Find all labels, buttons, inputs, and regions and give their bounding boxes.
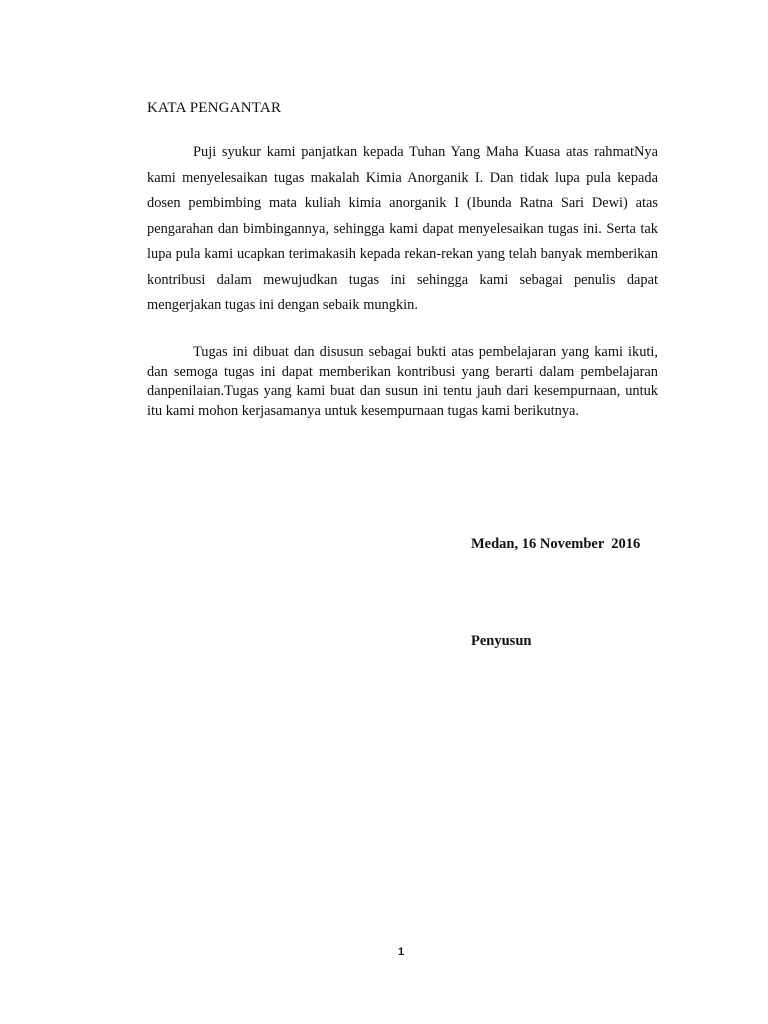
paragraph-purpose: Tugas ini dibuat dan disusun sebagai bukti atas pembelajaran yang kami ikuti, dan semoga tugas ini dapat memberikan kontribusi yang berarti dalam pembelajaran danpenilaian.Tugas yang kami buat dan susun ini tentu jauh dari kesempurnaan, untuk itu kami mohon kerjasamanya untuk kesempurnaan tugas kami berikutnya. — [147, 344, 658, 419]
paragraph-acknowledgement: Puji syukur kami panjatkan kepada Tuhan Yang Maha Kuasa atas rahmatNya kami menyelesaikan tugas makalah Kimia Anorganik I. Dan tidak lupa pula kepada dosen pembimbing mata kuliah kimia anorganik I (Ibunda Ratna Sari Dewi) atas pengarahan dan bimbingannya, sehingga kami dapat menyelesaikan tugas ini. Serta tak lupa pula kami ucapkan terimakasih kepada rekan-rekan yang telah banyak memberikan kontribusi dalam mewujudkan tugas ini sehingga kami sebagai penulis dapat mengerjakan tugas ini dengan sebaik mungkin. — [147, 144, 658, 313]
place-and-date: Medan, 16 November 2016 — [471, 536, 641, 552]
document-title: KATA PENGANTAR — [147, 100, 282, 116]
author-label: Penyusun — [471, 633, 532, 649]
page-number: 1 — [397, 946, 405, 958]
